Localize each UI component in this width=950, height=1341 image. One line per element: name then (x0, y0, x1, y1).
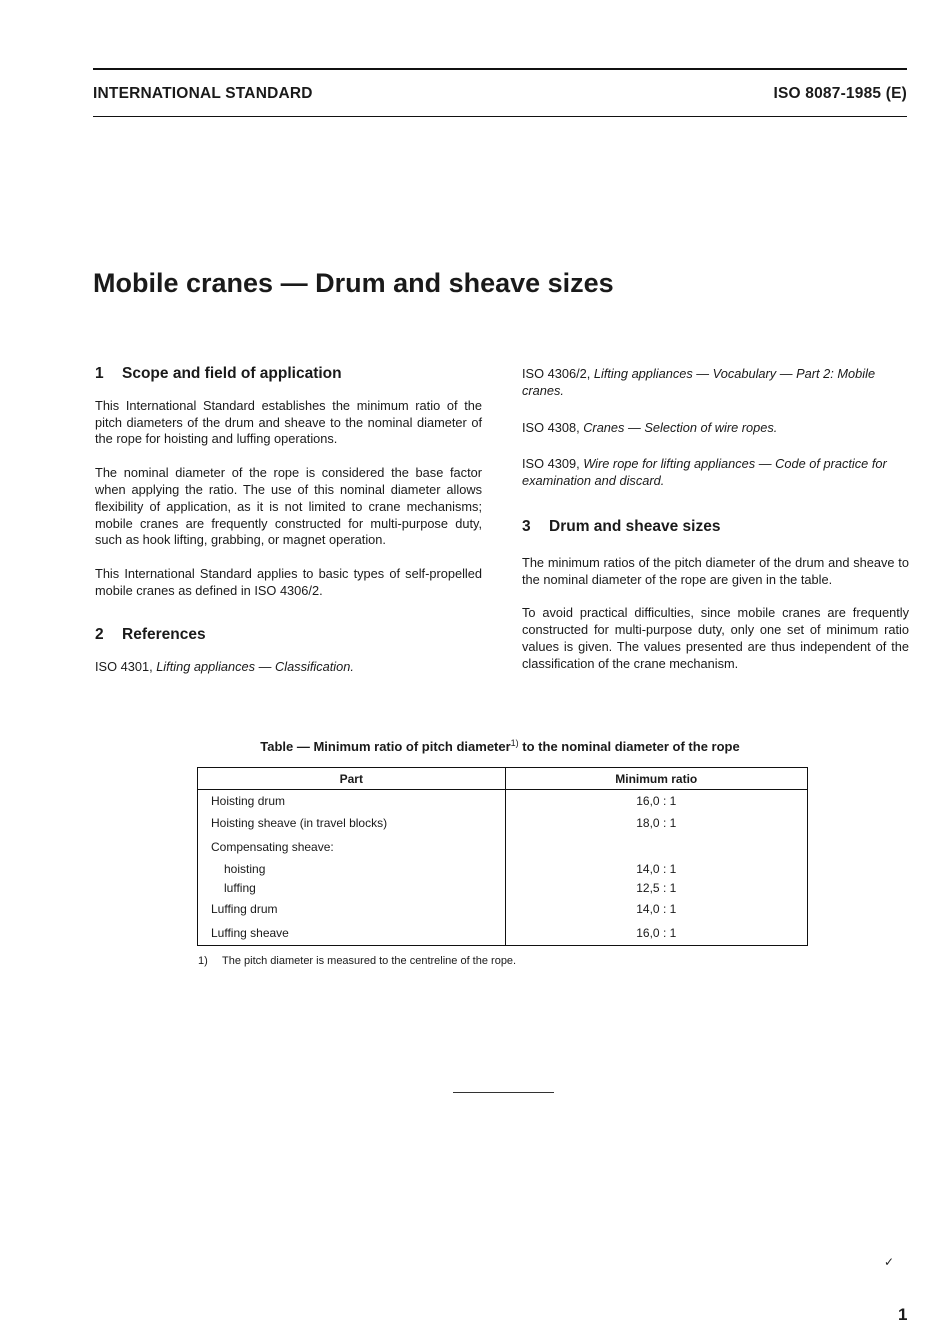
document-title: Mobile cranes — Drum and sheave sizes (93, 268, 614, 298)
table-row (198, 878, 808, 897)
cell-ratio: 18,0 : 1 (505, 811, 807, 835)
table-caption-start: Table — Minimum ratio of pitch diameter (260, 739, 511, 754)
cell-ratio: 16,0 : 1 (505, 790, 807, 812)
scope-paragraph-2: The nominal diameter of the rope is considered the base factor when applying the ratio. The use of this nominal diameter allows flexibility of application, as it is not limited to crane mechanisms; mobile cranes are frequently constructed for multi-purpose duty, such as hook lifting, grabbing, or magnet operation. (95, 465, 482, 548)
cell-ratio: 14,0 : 1 (505, 897, 807, 921)
table-row (198, 859, 808, 878)
reference-item (522, 456, 909, 490)
section-2-heading (95, 627, 482, 644)
table-header-row (198, 768, 808, 790)
section-1-heading (95, 366, 482, 383)
reference-item (95, 659, 482, 676)
reference-title: Lifting appliances — Vocabulary — Part 2: Mobile cranes. (522, 366, 876, 398)
cell-part: Luffing drum (198, 897, 506, 921)
ratio-table (197, 767, 808, 946)
section-2-title: References (122, 625, 206, 643)
section-2-number: 2 (95, 625, 104, 643)
table-footnote (198, 955, 516, 967)
reference-title: Cranes — Selection of wire ropes. (583, 419, 778, 435)
table-row (198, 921, 808, 946)
header-top-rule (93, 68, 907, 70)
reference-item (522, 420, 909, 437)
scope-paragraph-1: This International Standard establishes the minimum ratio of the pitch diameters of the drum and sheave to the nominal diameter of the rope for hoisting and luffing operations. (95, 397, 482, 447)
cell-ratio: 16,0 : 1 (505, 921, 807, 946)
page-number: 1 (898, 1305, 908, 1324)
section-1-number: 1 (95, 365, 104, 382)
header-bottom-rule (93, 116, 907, 117)
header-left: INTERNATIONAL STANDARD (93, 85, 313, 102)
table-row (198, 835, 808, 859)
cell-part: Luffing sheave (198, 921, 506, 946)
table-caption (93, 738, 907, 754)
cell-part: Hoisting drum (198, 790, 506, 812)
cell-part: Hoisting sheave (in travel blocks) (198, 811, 506, 835)
cell-part: luffing (198, 878, 506, 897)
section-3-heading (522, 519, 909, 536)
cell-part: hoisting (198, 859, 506, 878)
reference-code: ISO 4309, (522, 456, 580, 472)
table-row (198, 897, 808, 921)
check-mark-icon: ✓ (884, 1255, 895, 1269)
sizes-paragraph-1: The minimum ratios of the pitch diameter of the drum and sheave to the nominal diameter of the rope are given in the table. (522, 554, 909, 587)
column-header-part: Part (198, 768, 506, 790)
right-column (522, 366, 909, 673)
end-of-text-rule (453, 1092, 554, 1093)
cell-part: Compensating sheave: (198, 835, 506, 859)
section-3-title: Drum and sheave sizes (549, 517, 721, 535)
scope-paragraph-3: This International Standard applies to basic types of self-propelled mobile cranes as defined in ISO 4306/2. (95, 566, 482, 598)
reference-code: ISO 4306/2, (522, 366, 591, 381)
table-caption-footnote-ref: 1) (510, 738, 519, 748)
column-header-ratio: Minimum ratio (505, 768, 807, 790)
table-row (198, 811, 808, 835)
left-column (95, 366, 482, 675)
reference-code: ISO 4308, (522, 419, 580, 435)
cell-ratio: 14,0 : 1 (505, 859, 807, 878)
footnote-text: The pitch diameter is measured to the centreline of the rope. (222, 955, 517, 967)
header-right: ISO 8087-1985 (E) (773, 85, 907, 102)
section-3-number: 3 (522, 517, 531, 535)
sizes-paragraph-2: To avoid practical difficulties, since mobile cranes are frequently constructed for multi-purpose duty, only one set of minimum ratio values is given. The values presented are thus independent of the classification of the crane mechanism. (522, 605, 909, 671)
table-caption-end: to the nominal diameter of the rope (518, 739, 740, 754)
reference-title: Wire rope for lifting appliances — Code of practice for examination and discard. (522, 456, 887, 489)
reference-code: ISO 4301, (95, 658, 153, 674)
footnote-mark: 1) (198, 955, 208, 967)
table-row (198, 790, 808, 812)
reference-title: Lifting appliances — Classification. (156, 658, 354, 674)
cell-ratio (505, 835, 807, 859)
section-1-title: Scope and field of application (122, 365, 342, 382)
reference-item (522, 366, 909, 400)
cell-ratio: 12,5 : 1 (505, 878, 807, 897)
